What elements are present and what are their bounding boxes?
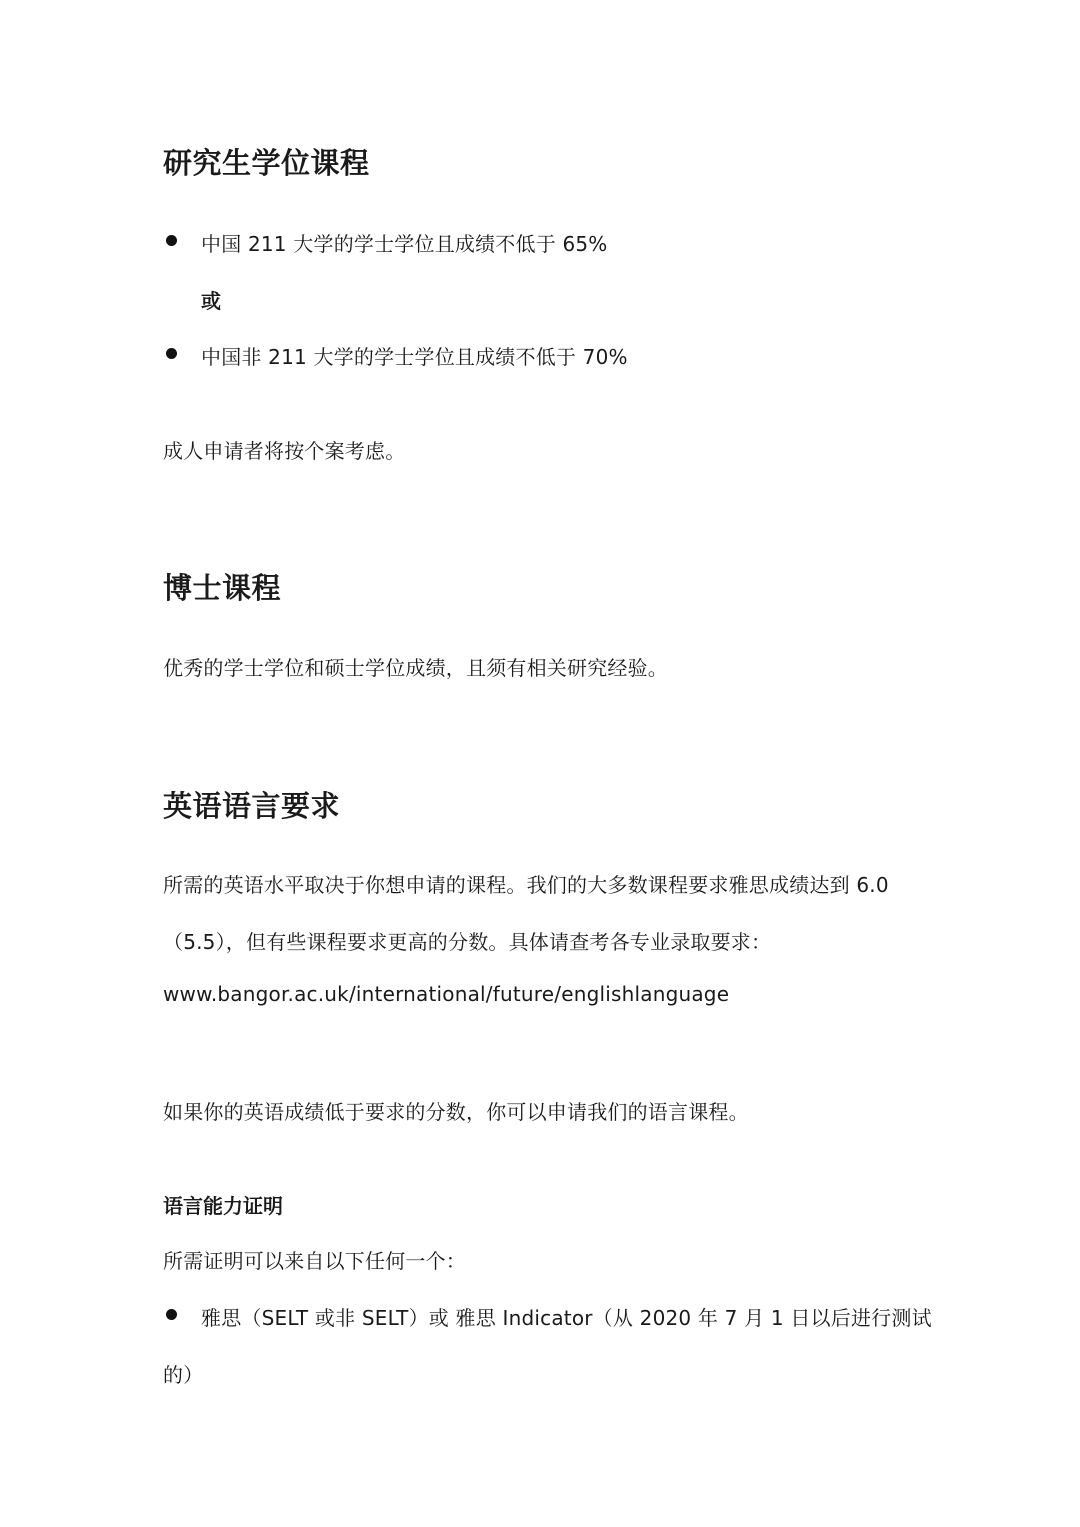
english-para-line-2: （5.5），但有些课程要求更高的分数。具体请查考各专业录取要求： <box>163 930 772 954</box>
bullet-dot <box>166 348 177 359</box>
adult-applicants-note: 成人申请者将按个案考虑。 <box>163 439 406 463</box>
low-score-text: 如果你的英语成绩低于要求的分数，你可以申请我们的语言课程。 <box>163 1100 749 1124</box>
postgraduate-heading: 研究生学位课程 <box>163 146 370 180</box>
bullet-dot <box>166 235 177 246</box>
bullet-dot <box>166 1309 177 1320</box>
phd-heading: 博士课程 <box>163 571 282 605</box>
english-url[interactable]: www.bangor.ac.uk/international/future/englishlanguage <box>163 982 730 1006</box>
phd-text: 优秀的学士学位和硕士学位成绩，且须有相关研究经验。 <box>163 656 668 680</box>
or-text: 或 <box>201 289 221 313</box>
proof-bullet-line-1: 雅思（SELT 或非 SELT）或 雅思 Indicator（从 2020 年 7 月 1 日以后进行测试 <box>201 1306 932 1330</box>
postgraduate-bullet-2: 中国非 211 大学的学士学位且成绩不低于 70% <box>201 345 628 369</box>
proof-bullet-line-2: 的） <box>163 1363 204 1387</box>
proof-intro: 所需证明可以来自以下任何一个： <box>163 1249 466 1273</box>
english-para-line-1: 所需的英语水平取决于你想申请的课程。我们的大多数课程要求雅思成绩达到 6.0 <box>163 873 889 897</box>
english-heading: 英语语言要求 <box>163 789 341 823</box>
proof-heading: 语言能力证明 <box>163 1194 283 1218</box>
postgraduate-bullet-1: 中国 211 大学的学士学位且成绩不低于 65% <box>201 232 608 256</box>
